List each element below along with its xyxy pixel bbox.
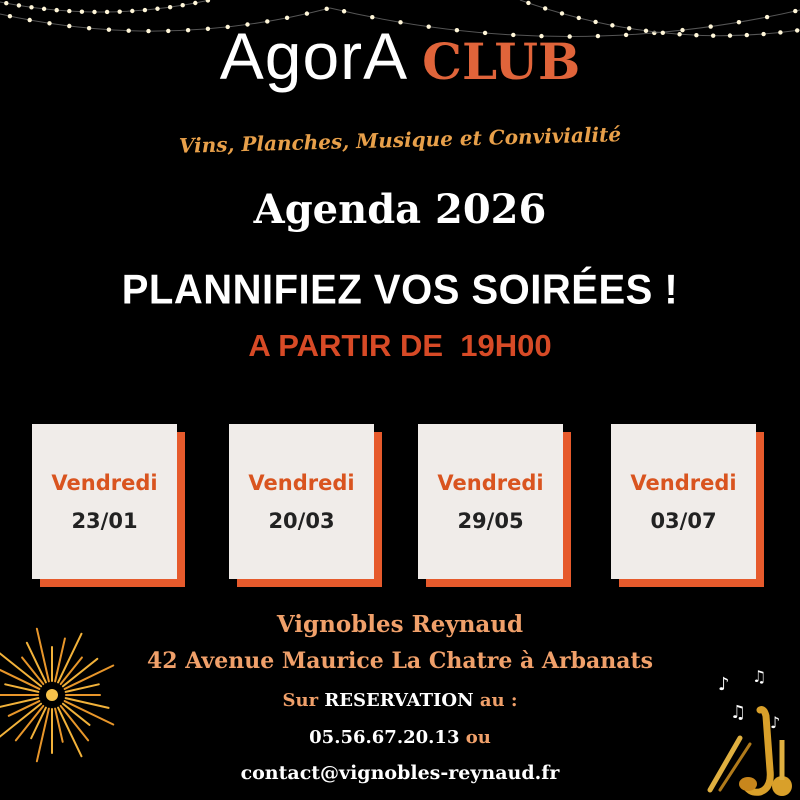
light-bulb xyxy=(325,7,329,11)
agenda-title: Agenda 2026 xyxy=(253,186,547,233)
svg-text:♫: ♫ xyxy=(752,667,767,686)
venue-address: 42 Avenue Maurice La Chatre à Arbanats xyxy=(146,648,654,674)
light-bulb xyxy=(143,8,147,12)
svg-text:♫: ♫ xyxy=(730,702,747,723)
card-face xyxy=(611,424,756,579)
card-face xyxy=(229,424,374,579)
light-bulb xyxy=(560,11,564,15)
brand-main: AgorA xyxy=(219,19,409,93)
light-bulb xyxy=(130,9,134,13)
light-bulb xyxy=(305,11,309,15)
card-date: 23/01 xyxy=(71,508,138,533)
firework-core xyxy=(46,689,58,701)
card-date: 29/05 xyxy=(457,508,524,533)
firework-ray xyxy=(0,698,38,708)
card-face xyxy=(418,424,563,579)
date-card xyxy=(611,424,756,579)
light-bulb xyxy=(118,9,122,13)
light-bulb xyxy=(793,9,797,13)
light-bulb xyxy=(526,1,530,5)
light-bulb xyxy=(67,9,71,13)
card-day: Vendredi xyxy=(437,470,544,495)
saxophone-icon xyxy=(690,660,800,800)
firework-ray xyxy=(37,629,49,682)
card-day: Vendredi xyxy=(630,470,737,495)
card-day: Vendredi xyxy=(51,470,158,495)
light-bulb xyxy=(342,9,346,13)
brand-title xyxy=(0,18,800,94)
light-bulb xyxy=(543,6,547,10)
date-card xyxy=(418,424,563,579)
firework-ray xyxy=(66,698,109,708)
card-date: 03/07 xyxy=(650,508,717,533)
tagline: Vins, Planches, Musique et Convivialité xyxy=(178,122,622,158)
light-bulb xyxy=(206,0,210,3)
light-bulb xyxy=(42,7,46,11)
date-card xyxy=(229,424,374,579)
light-bulb xyxy=(193,1,197,5)
phone-connector: ou xyxy=(459,727,491,748)
light-bulb xyxy=(4,1,8,5)
svg-text:♪: ♪ xyxy=(770,713,781,732)
light-bulb xyxy=(105,10,109,14)
light-bulb xyxy=(29,5,33,9)
svg-text:♪: ♪ xyxy=(718,674,730,695)
venue-name: Vignobles Reynaud xyxy=(276,611,524,638)
card-day: Vendredi xyxy=(248,470,355,495)
reservation-prefix: Sur xyxy=(282,690,325,711)
light-bulb xyxy=(80,9,84,13)
firework-ray xyxy=(37,709,49,762)
reservation-keyword: RESERVATION xyxy=(324,690,474,711)
card-date: 20/03 xyxy=(268,508,335,533)
light-bulb xyxy=(55,8,59,12)
phone-number[interactable]: 05.56.67.20.13 xyxy=(309,727,460,748)
light-bulb xyxy=(168,5,172,9)
fireworks-decoration xyxy=(0,590,150,800)
reservation-suffix: au : xyxy=(473,690,518,711)
date-card xyxy=(32,424,177,579)
card-face xyxy=(32,424,177,579)
light-bulb xyxy=(155,7,159,11)
light-bulb xyxy=(92,10,96,14)
music-notes-icon xyxy=(718,667,780,732)
start-time: A PARTIR DE 19H00 xyxy=(248,328,552,363)
firework-ray xyxy=(55,638,65,681)
brand-accent: CLUB xyxy=(422,32,581,91)
light-bulb xyxy=(181,3,185,7)
light-bulb xyxy=(17,3,21,7)
email-address[interactable]: contact@vignobles-reynaud.fr xyxy=(240,762,560,784)
headline: PLANNIFIEZ VOS SOIRÉES ! xyxy=(121,266,679,314)
